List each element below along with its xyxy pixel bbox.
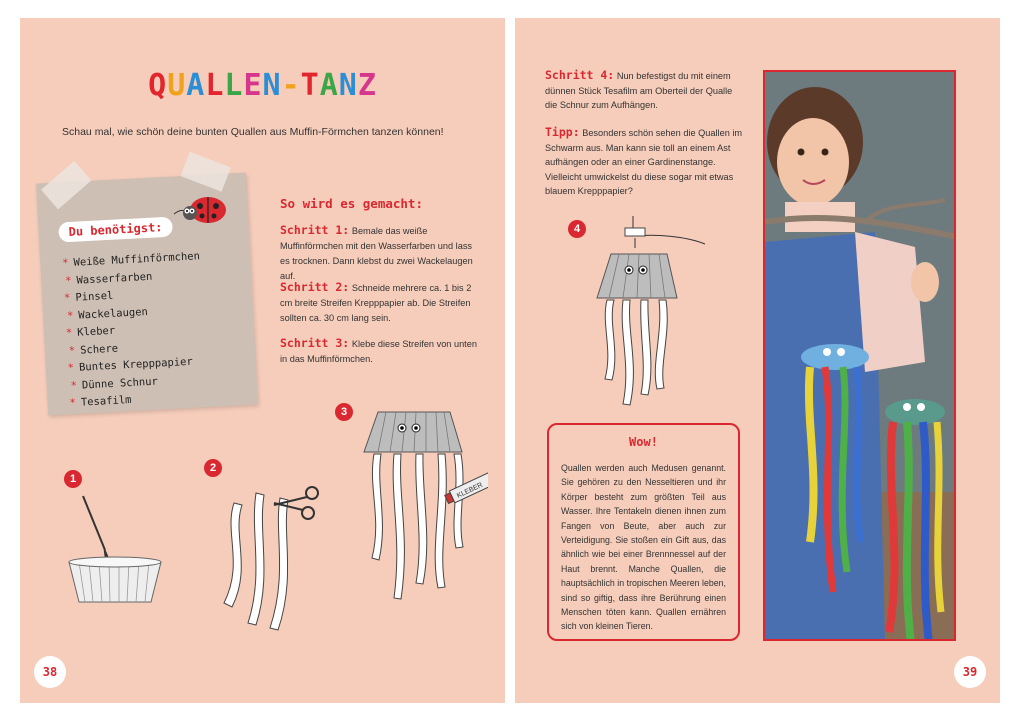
supplies-heading: Du benötigst: [58, 217, 173, 243]
supplies-list [62, 250, 208, 414]
step-2-label: Schritt 2: [280, 280, 350, 294]
star-icon: * [67, 361, 75, 375]
illustration-number-3: 3 [335, 403, 353, 421]
how-heading: So wird es gemacht: [280, 196, 423, 211]
supply-label: Wackelaugen [78, 305, 149, 322]
right-page [515, 18, 1000, 703]
supply-item [62, 250, 200, 269]
fact-box-title: Wow! [629, 435, 658, 449]
tape [180, 152, 230, 192]
step-3 [280, 336, 480, 367]
illustration-number-1: 1 [64, 470, 82, 488]
title-letter: A [319, 68, 339, 103]
fact-box [547, 423, 740, 641]
supply-item [65, 268, 203, 287]
star-icon: * [68, 344, 76, 357]
title-letter: - [281, 68, 301, 103]
step-2-text: Schneide mehrere ca. 1 bis 2 cm breite Streifen Krepppapier ab. Die Streifen sollten ca. 30 cm lang sein. [280, 283, 472, 323]
supply-item [64, 285, 202, 304]
step-4-text: Nun befestigst du mit einem dünnen Stück Tesafilm am Oberteil der Qualle die Schnur zum Aufhängen. [545, 71, 733, 110]
star-icon: * [70, 379, 78, 392]
step-4 [545, 68, 745, 113]
illustration-number-4: 4 [568, 220, 586, 238]
star-icon: * [65, 326, 73, 340]
supply-label: Buntes Krepppapier [78, 355, 194, 374]
page-number-right: 39 [954, 656, 986, 688]
left-page [20, 18, 505, 703]
page-title [20, 68, 505, 103]
supply-label: Pinsel [75, 289, 114, 304]
glue-label: KLEBER [455, 481, 484, 500]
intro-text: Schau mal, wie schön deine bunten Quallen aus Muffin-Förmchen tanzen können! [62, 126, 444, 138]
step-3-text: Klebe diese Streifen von unten in das Muffinförmchen. [280, 339, 477, 364]
step-4-label: Schritt 4: [545, 68, 615, 82]
title-letter: T [300, 68, 320, 103]
title-letter: Z [357, 68, 377, 103]
title-letter: N [338, 68, 358, 103]
title-letter: L [205, 68, 225, 103]
jellyfish-illustration [358, 408, 488, 608]
star-icon: * [66, 309, 74, 322]
supply-item [67, 303, 205, 322]
tip [545, 125, 745, 199]
title-letter: E [243, 68, 263, 103]
crepe-strips-illustration [204, 473, 324, 638]
supply-label: Schere [79, 342, 119, 357]
supply-label: Kleber [76, 324, 116, 339]
hanging-jellyfish-illustration [585, 214, 715, 414]
supply-item [69, 337, 207, 356]
step-1-label: Schritt 1: [280, 223, 350, 237]
tape [41, 161, 91, 209]
supply-item [67, 355, 205, 374]
star-icon: * [69, 396, 77, 410]
title-letter: L [224, 68, 244, 103]
ladybug-icon [172, 188, 230, 228]
tip-label: Tipp: [545, 125, 580, 139]
supply-item [66, 320, 204, 339]
fact-box-text: Quallen werden auch Medusen genannt. Sie gehören zu den Nesseltieren und ihr Körper besteht zum größten Teil aus Wasser. Ihre Tentakeln dienen ihnen zum Fangen von Beute, aber auch zur Verteidigung. Sie stoßen ein Gift aus, das ähnlich wie bei einer Brennnessel auf der Haut brennt. Manche Quallen, die hauptsächlich in tropischen Meeren leben, sind so giftig, dass ihre Berührung einen Menschen töten kann. Quallen ernähren sich von kleinen Tieren. [561, 463, 726, 632]
step-1 [280, 223, 480, 284]
tip-text: Besonders schön sehen die Quallen im Schwarm aus. Man kann sie toll an einem Ast aufhängen oder an einer Gardinenstange. Vielleicht umwickelst du diese sogar mit etwas blauem Krepppapier? [545, 128, 743, 196]
supply-label: Weiße Muffinförmchen [73, 250, 201, 269]
supply-label: Wasserfarben [76, 270, 153, 287]
glue-stick-icon [444, 472, 488, 505]
supply-label: Dünne Schnur [81, 375, 159, 392]
title-letter: N [262, 68, 282, 103]
title-letter: U [167, 68, 187, 103]
title-letter: Q [148, 68, 168, 103]
supply-item [70, 372, 208, 391]
star-icon: * [61, 257, 69, 270]
child-with-jellyfish-photo [763, 70, 956, 641]
muffin-liner-illustration [65, 488, 165, 608]
step-1-text: Bemale das weiße Muffinförmchen mit den Wasserfarben und lass es trocknen. Dann klebst du zwei Wackelaugen auf. [280, 226, 473, 281]
supply-item [69, 390, 207, 409]
step-3-label: Schritt 3: [280, 336, 350, 350]
star-icon: * [63, 292, 71, 305]
step-2 [280, 280, 480, 326]
page-number-left: 38 [34, 656, 66, 688]
illustration-number-2: 2 [204, 459, 222, 477]
supply-label: Tesafilm [80, 393, 132, 409]
star-icon: * [64, 274, 72, 287]
title-letter: A [186, 68, 206, 103]
